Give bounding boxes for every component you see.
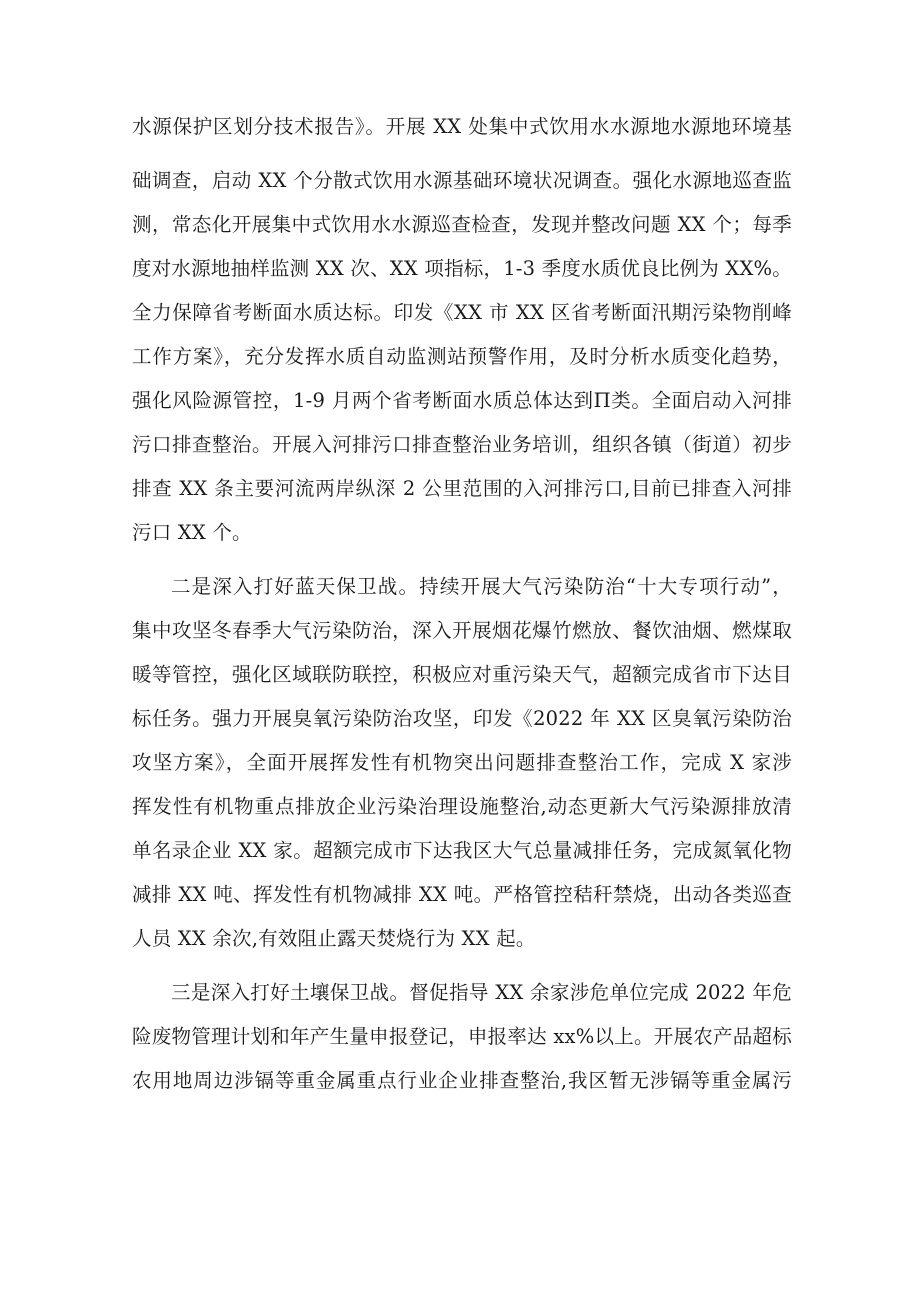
text-line: 挥发性有机物重点排放企业污染治理设施整治,动态更新大气污染源排放清 (132, 795, 792, 818)
text-line: 农用地周边涉镉等重金属重点行业企业排查整治,我区暂无涉镉等重金属污 (132, 1069, 792, 1092)
text-line: 排查 XX 条主要河流两岸纵深 2 公里范围的入河排污口,目前已排查入河排 (132, 477, 792, 500)
text-line: 污口排查整治。开展入河排污口排查整治业务培训，组织各镇（街道）初步 (132, 433, 792, 456)
text-line: 工作方案》，充分发挥水质自动监测站预警作用，及时分析水质变化趋势， (132, 345, 792, 368)
text-line: 度对水源地抽样监测 XX 次、XX 项指标，1-3 季度水质优良比例为 XX%。 (132, 257, 792, 280)
text-line: 减排 XX 吨、挥发性有机物减排 XX 吨。严格管控秸秆禁烧，出动各类巡查 (132, 883, 792, 906)
text-line: 攻坚方案》，全面开展挥发性有机物突出问题排查整治工作，完成 X 家涉 (132, 751, 792, 774)
paragraph-start-line: 二是深入打好蓝天保卫战。持续开展大气污染防治“十大专项行动”， (171, 575, 792, 598)
text-line: 强化风险源管控，1-9 月两个省考断面水质总体达到Π类。全面启动入河排 (132, 389, 792, 412)
text-line: 单名录企业 XX 家。超额完成市下达我区大气总量减排任务，完成氮氧化物 (132, 839, 792, 862)
text-line: 人员 XX 余次,有效阻止露天焚烧行为 XX 起。 (132, 927, 536, 950)
paragraph-start-line: 三是深入打好土壤保卫战。督促指导 XX 余家涉危单位完成 2022 年危 (171, 981, 792, 1004)
text-line: 标任务。强力开展臭氧污染防治攻坚，印发《2022 年 XX 区臭氧污染防治 (132, 707, 792, 730)
text-line: 集中攻坚冬春季大气污染防治，深入开展烟花爆竹燃放、餐饮油烟、燃煤取 (132, 619, 792, 642)
text-line: 险废物管理计划和年产生量申报登记，申报率达 xx%以上。开展农产品超标 (132, 1025, 792, 1048)
text-line: 测，常态化开展集中式饮用水水源巡查检查，发现并整改问题 XX 个；每季 (132, 213, 792, 236)
text-line: 污口 XX 个。 (132, 521, 252, 544)
text-line: 水源保护区划分技术报告》。开展 XX 处集中式饮用水水源地水源地环境基 (132, 115, 792, 138)
text-line: 础调查，启动 XX 个分散式饮用水源基础环境状况调查。强化水源地巡查监 (132, 169, 792, 192)
text-line: 全力保障省考断面水质达标。印发《XX 市 XX 区省考断面汛期污染物削峰 (132, 301, 792, 324)
text-line: 暖等管控，强化区域联防联控，积极应对重污染天气，超额完成省市下达目 (132, 663, 792, 686)
